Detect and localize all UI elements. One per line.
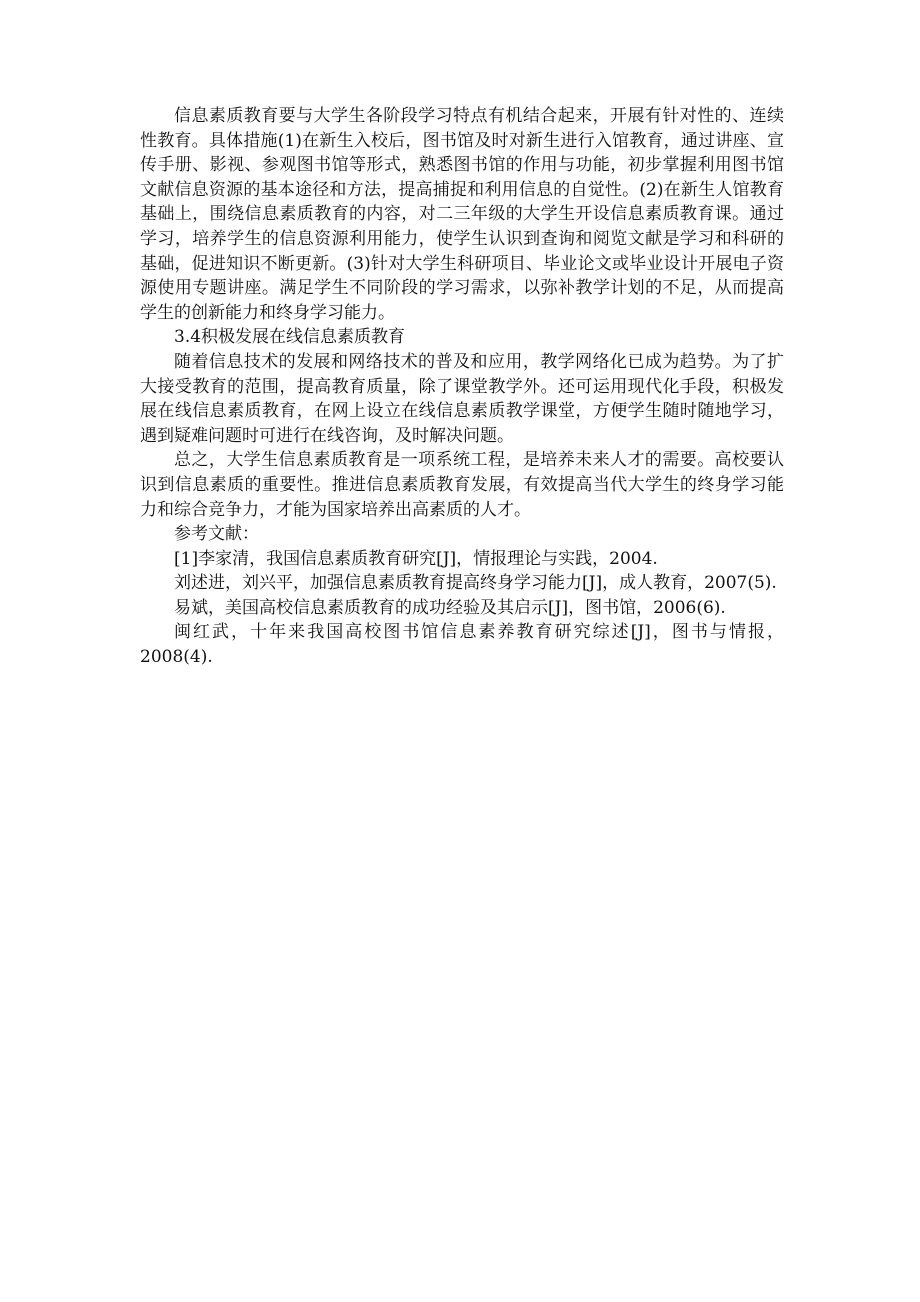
reference-item: 闽红武，十年来我国高校图书馆信息素养教育研究综述[J]，图书与情报，2008(4). bbox=[140, 622, 784, 668]
reference-item: 易斌，美国高校信息素质教育的成功经验及其启示[J]，图书馆，2006(6). bbox=[174, 597, 726, 618]
reference-item: 刘述进，刘兴平，加强信息素质教育提高终身学习能力[J]，成人教育，2007(5). bbox=[174, 573, 777, 594]
section-heading: 3.4积极发展在线信息素质教育 bbox=[174, 327, 406, 348]
conclusion-paragraph: 总之，大学生信息素质教育是一项系统工程，是培养未来人才的需要。高校要认识到信息素质的重要性。推进信息素质教育发展，有效提高当代大学生的终身学习能力和综合竞争力，才能为国家培养出高素质的人才。 bbox=[140, 450, 784, 520]
section-paragraph: 随着信息技术的发展和网络技术的普及和应用，教学网络化已成为趋势。为了扩大接受教育的范围，提高教育质量，除了课堂教学外。还可运用现代化手段，积极发展在线信息素质教育，在网上设立在线信息素质教学课堂，方便学生随时随地学习，遇到疑难问题时可进行在线咨询，及时解决问题。 bbox=[140, 351, 784, 446]
reference-item: [1]李家清，我国信息素质教育研究[J]，情报理论与实践，2004. bbox=[174, 548, 658, 569]
references-title: 参考文献： bbox=[174, 524, 259, 545]
body-paragraph: 信息素质教育要与大学生各阶段学习特点有机结合起来，开展有针对性的、连续性教育。具体措施(1)在新生入校后，图书馆及时对新生进行入馆教育，通过讲座、宣传手册、影视、参观图书馆等形式，熟悉图书馆的作用与功能，初步掌握利用图书馆文献信息资源的基本途径和方法，提高捕捉和利用信息的自觉性。(2)在新生人馆教育基础上，围绕信息素质教育的内容，对二三年级的大学生开设信息素质教育课。通过学习，培养学生的信息资源利用能力，使学生认识到查询和阅览文献是学习和科研的基础，促进知识不断更新。(3)针对大学生科研项目、毕业论文或毕业设计开展电子资源使用专题讲座。满足学生不同阶段的学习需求，以弥补教学计划的不足，从而提高学生的创新能力和终身学习能力。 bbox=[140, 106, 784, 323]
document-body bbox=[140, 104, 784, 670]
